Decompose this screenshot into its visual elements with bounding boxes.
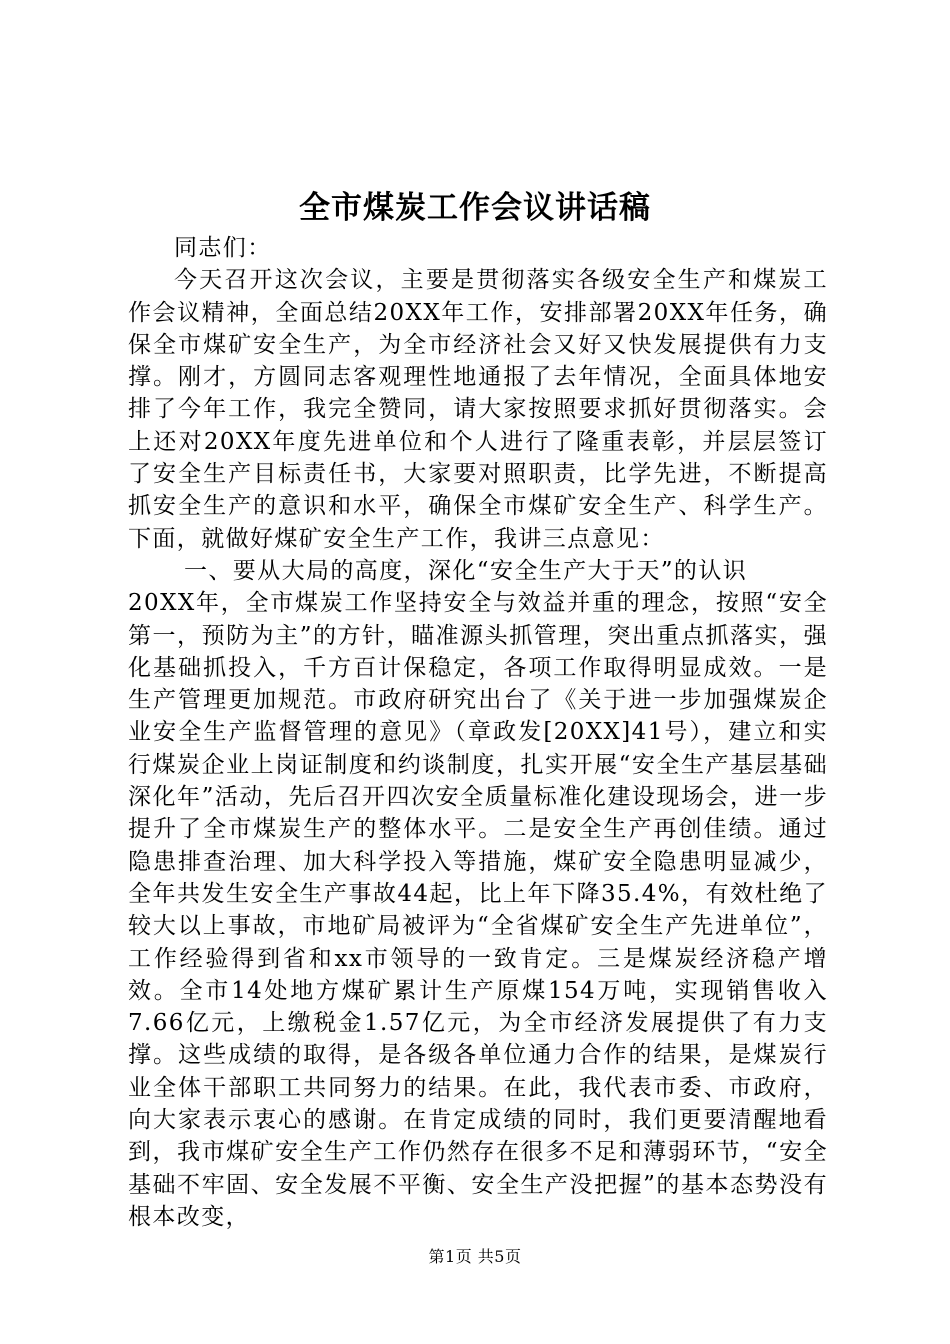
document-body — [128, 232, 828, 1233]
page-footer: 第1页 共5页 — [428, 1247, 522, 1266]
section-heading-1: 一、要从大局的高度，深化“安全生产大于天”的认识 — [184, 557, 748, 584]
document-title: 全市煤炭工作会议讲话稿 — [299, 190, 651, 226]
salutation: 同志们： — [174, 235, 272, 261]
paragraph-intro: 今天召开这次会议，主要是贯彻落实各级安全生产和煤炭工作会议精神，全面总结20XX年工作，安排部署20XX年任务，确保全市煤矿安全生产，为全市经济社会又好又快发展提供有力支撑。刚才，方圆同志客观理性地通报了去年情况，全面具体地安排了今年工作，我完全赞同，请大家按照要求抓好贯彻落实。会上还对20XX年度先进单位和个人进行了隆重表彰，并层层签订了安全生产目标责任书，大家要对照职责，比学先进，不断提高抓安全生产的意识和水平，确保全市煤矿安全生产、科学生产。下面，就做好煤矿安全生产工作，我讲三点意见： — [128, 267, 828, 552]
section-body-1: 20XX年，全市煤炭工作坚持安全与效益并重的理念，按照“安全第一，预防为主”的方针，瞄准源头抓管理，突出重点抓落实，强化基础抓投入，千方百计保稳定，各项工作取得明显成效。一是生产管理更加规范。市政府研究出台了《关于进一步加强煤炭企业安全生产监督管理的意见》（章政发[20XX]41号），建立和实行煤炭企业上岗证制度和约谈制度，扎实开展“安全生产基层基础深化年”活动，先后召开四次安全质量标准化建设现场会，进一步提升了全市煤炭生产的整体水平。二是安全生产再创佳绩。通过隐患排查治理、加大科学投入等措施，煤矿安全隐患明显减少，全年共发生安全生产事故44起，比上年下降35.4%，有效杜绝了较大以上事故，市地矿局被评为“全省煤矿安全生产先进单位”，工作经验得到省和xx市领导的一致肯定。三是煤炭经济稳产增效。全市14处地方煤矿累计生产原煤154万吨，实现销售收入7.66亿元，上缴税金1.57亿元，为全市经济发展提供了有力支撑。这些成绩的取得，是各级各单位通力合作的结果，是煤炭行业全体干部职工共同努力的结果。在此，我代表市委、市政府，向大家表示衷心的感谢。在肯定成绩的同时，我们更要清醒地看到，我市煤矿安全生产工作仍然存在很多不足和薄弱环节，“安全基础不牢固、安全发展不平衡、安全生产没把握”的基本态势没有根本改变， — [128, 590, 828, 1230]
